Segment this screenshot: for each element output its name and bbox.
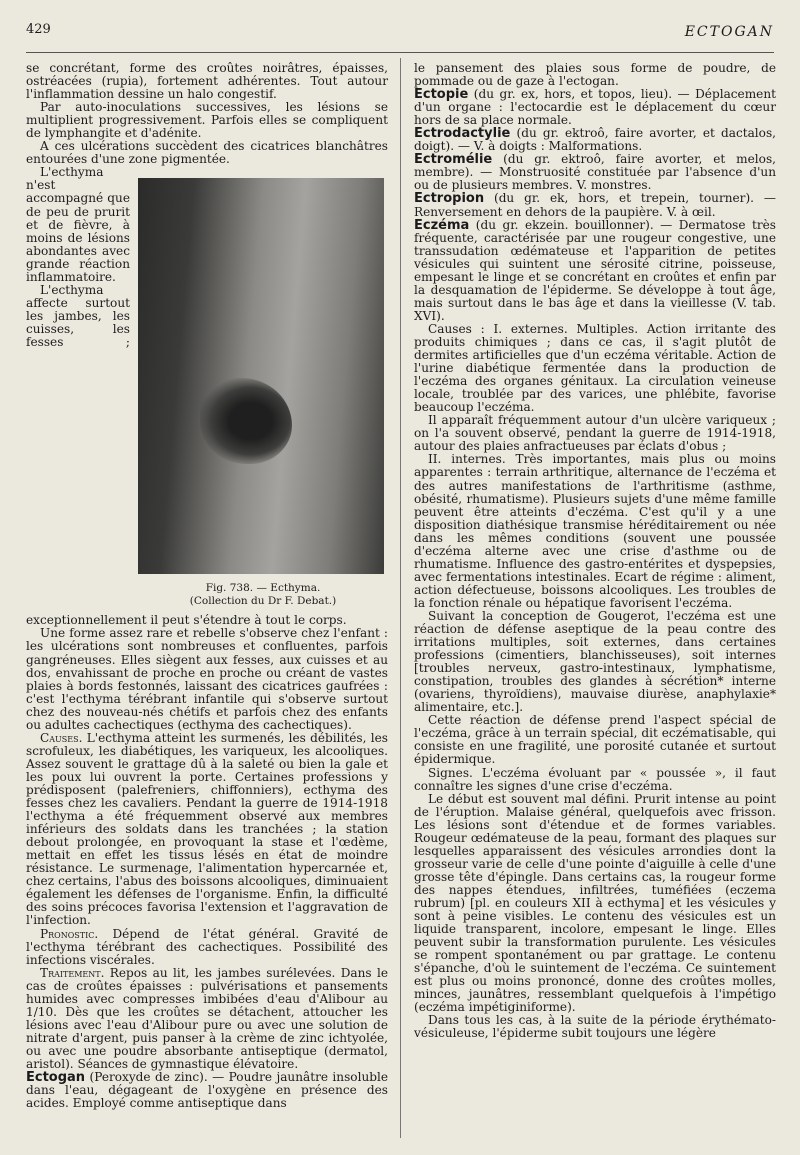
- paragraph: Causes : I. externes. Multiples. Action irritante des produits chimiques ; dans ce cas, il s'agit plutôt de dermites artificielles que d'un eczéma véritable. Action de l'urine diabétique fermentée dans la production de l'eczéma des organes génitaux. La circulation veineuse locale, troublée par des varices, une phlébite, favorise beaucoup l'eczéma.: [414, 321, 776, 415]
- entry-text: (du gr. ex, hors, et topos, lieu). — Déplacement d'un organe : l'ectocardie est le déplacement du cœur hors de sa place normale.: [414, 87, 776, 128]
- entry-eczema: [414, 219, 776, 323]
- paragraph: L'ecthyma n'est accompagné que de peu de prurit et de fièvre, à moins de lésions abondantes avec grande réaction inflammatoire.: [26, 165, 130, 284]
- pronostic-label: Pronostic.: [40, 926, 99, 941]
- lesion-shape: [200, 378, 292, 464]
- entry-headword: Ectopie: [414, 87, 469, 103]
- left-column: [26, 62, 388, 1110]
- paragraph: Une forme assez rare et rebelle s'observe chez l'enfant : les ulcérations sont nombreuses et confluentes, parfois gangréneuses. Elles siègent aux fesses, aux cuisses et au dos, envahissant de proche en proche ou créant de vastes plaies à bords festonnés, laissant des cicatrices gaufrées : c'est l'ecthyma térébrant infantile qui s'observe surtout chez des nouveau-nés chétifs et parfois chez des enfants ou adultes cachectiques (ecthyma des cachectiques).: [26, 626, 388, 732]
- figure-caption-title: Fig. 738. — Ecthyma.: [205, 582, 321, 595]
- ecthyma-photo: [138, 178, 384, 574]
- paragraph: Le début est souvent mal défini. Prurit intense au point de l'éruption. Malaise général, quelquefois avec frisson. Les lésions sont d'étendue et de formes variables. Rougeur œdémateuse de la peau, formant des plaques sur lesquelles apparaissent des vésicules arrondies dont la grosseur varie de celle d'une pointe d'aiguille à celle d'une grosse tête d'épingle. Dans certains cas, la rougeur forme des nappes étendues, infiltrées, tuméfiées (eczema rubrum) [pl. en couleurs XII à ecthyma] et les vésicules y sont à peine visibles. Le contenu des vésicules est un liquide transparent, incolore, empesant le linge. Elles peuvent subir la transformation purulente. Les vésicules se rompent spontanément ou par grattage. Le contenu s'épanche, d'où le suintement de l'eczéma. Ce suintement est plus ou moins prononcé, donne des croûtes molles, minces, jaunâtres, ressemblant quelquefois à l'impétigo (eczéma impétiginiforme).: [414, 791, 776, 1015]
- causes-label: Causes.: [40, 730, 83, 745]
- paragraph: Suivant la conception de Gougerot, l'eczéma est une réaction de défense aseptique de la peau contre des irritations multiples, soit externes, dans certaines professions (cimentiers, blanchisseuses), soit internes [troubles nerveux, gastro-intestinaux, lymphatisme, constipation, troubles des glandes à sécrétion* interne (ovariens, thyroïdiens), mauvaise diurèse, anaphylaxie* alimentaire, etc.].: [414, 608, 776, 715]
- paragraph: se concrétant, forme des croûtes noirâtres, épaisses, ostréacées (rupia), fortement adhérentes. Tout autour l'inflammation dessine un halo congestif.: [26, 61, 388, 102]
- entry-text: (du gr. ektroô, faire avorter, et dactalos, doigt). — V. à doigts : Malformations.: [414, 126, 776, 154]
- entry-text: (du gr. ek, hors, et trepein, tourner). — Renversement en dehors de la paupière. V. à œil.: [414, 191, 776, 219]
- paragraph: Signes. L'eczéma évoluant par « poussée », il faut connaître les signes d'une crise d'eczéma.: [414, 765, 776, 793]
- right-column: [414, 62, 776, 1041]
- entry-headword: Ectromélie: [414, 152, 493, 168]
- column-divider: [400, 58, 401, 1138]
- figure-738: [138, 178, 388, 608]
- paragraph-pronostic: [26, 928, 388, 967]
- causes-text: L'ecthyma atteint les surmenés, les débilités, les scrofuleux, les diabétiques, les variqueux, les alcooliques. Assez souvent le grattage dû à la saleté ou bien la gale et les poux lui ouvrent la porte. Certaines professions y prédisposent (palefreniers, chiffonniers), ecthyma des fesses chez les cavaliers. Pendant la guerre de 1914-1918 l'ecthyma a été fréquemment observé aux membres inférieurs des soldats dans les tranchées ; la station debout prolongée, en provoquant la stase et l'œdème, mettait en effet les tissus lésés en état de moindre résistance. Le surmenage, l'alimentation hypercarnée et, chez certains, l'abus des boissons alcooliques, diminuaient également les défenses de l'organisme. Enfin, la difficulté des soins précoces favorisa l'extension et l'aggravation de l'infection.: [26, 730, 388, 928]
- figure-caption: [138, 582, 388, 608]
- entry-text: (du gr. ektroô, faire avorter, et melos, membre). — Monstruosité constituée par l'absence d'un ou de plusieurs membres. V. monstres.: [414, 152, 776, 193]
- paragraph-causes: [26, 732, 388, 928]
- entry-ectropion: [414, 192, 776, 218]
- paragraph: Dans tous les cas, à la suite de la période érythémato-vésiculeuse, l'épiderme subit toujours une légère: [414, 1013, 776, 1041]
- figure-credit: (Collection du Dr F. Debat.): [189, 595, 337, 608]
- page-number: 429: [26, 22, 51, 37]
- paragraph: Il apparaît fréquemment autour d'un ulcère variqueux ; on l'a souvent observé, pendant la guerre de 1914-1918, autour des plaies anfractueuses par éclats d'obus ;: [414, 413, 776, 454]
- entry-ectromelie: [414, 153, 776, 192]
- paragraph: A ces ulcérations succèdent des cicatrices blanchâtres entourées d'une zone pigmentée.: [26, 139, 388, 167]
- entry-headword: Ectrodactylie: [414, 126, 511, 142]
- paragraph: Par auto-inoculations successives, les lésions se multiplient progressivement. Parfois elles se compliquent de lymphangite et d'adénite.: [26, 100, 388, 141]
- traitement-text: Repos au lit, les jambes surélevées. Dans le cas de croûtes épaisses : pulvérisations et pansements humides avec compresses imbibées d'eau d'Alibour au 1/10. Dès que les croûtes se détachent, attoucher les lésions avec l'eau d'Alibour pure ou avec une solution de nitrate d'argent, puis panser à la crème de zinc ichtyolée, ou avec une poudre absorbante antiseptique (dermatol, aristol). Séances de gymnastique élévatoire.: [26, 965, 388, 1071]
- paragraph: L'ecthyma affecte surtout les jambes, les cuisses, les fesses ; exceptionnellement il peut s'étendre à tout le corps.: [26, 282, 347, 628]
- paragraph: Cette réaction de défense prend l'aspect spécial de l'eczéma, grâce à un terrain spécial, dit eczématisable, qui consiste en une fragilité, une porosité cutanée et surtout épidermique.: [414, 713, 776, 767]
- entry-headword: Ectogan: [26, 1070, 86, 1086]
- entry-ectopie: [414, 88, 776, 127]
- traitement-label: Traitement.: [40, 965, 105, 980]
- paragraph: II. internes. Très importantes, mais plus ou moins apparentes : terrain arthritique, alternance de l'eczéma et des autres manifestations de l'arthritisme (asthme, obésité, rhumatisme). Plusieurs sujets d'une même famille peuvent être atteints d'eczéma. C'est qu'il y a une disposition diathésique transmise héréditairement ou née dans les mêmes conditions (souvent une poussée d'eczéma alterne avec une crise d'asthme ou de rhumatisme. Influence des gastro-entérites et dyspepsies, avec fermentations intestinales. Ecart de régime : aliment, action défectueuse, boissons alcooliques. Les troubles de la fonction rénale ou hépatique favorisent l'eczéma.: [414, 452, 776, 610]
- entry-headword: Eczéma: [414, 217, 470, 233]
- entry-text: (du gr. ekzein. bouillonner). — Dermatose très fréquente, caractérisée par une rougeur congestive, une transsudation œdémateuse et l'apparition de petites vésicules qui suintent une sérosité citrine, poisseuse, empesant le linge et se concrétant en croûtes et enfin par la desquamation de l'épiderme. Se développe à tout âge, mais surtout dans le bas âge et dans la vieillesse (V. tab. XVI).: [414, 217, 776, 323]
- entry-headword: Ectropion: [414, 191, 485, 207]
- entry-ectrodactylie: [414, 127, 776, 153]
- entry-ectogan: [26, 1071, 388, 1110]
- entry-text: (Peroxyde de zinc). — Poudre jaunâtre insoluble dans l'eau, dégageant de l'oxygène en présence des acides. Employé comme antiseptique dans: [26, 1070, 388, 1111]
- pronostic-text: Dépend de l'état général. Gravité de l'ecthyma térébrant des cachectiques. Possibilité des infections viscérales.: [26, 926, 388, 967]
- paragraph: le pansement des plaies sous forme de poudre, de pommade ou de gaze à l'ectogan.: [414, 61, 776, 89]
- running-title: ECTOGAN: [684, 24, 774, 40]
- page-header: [26, 22, 774, 53]
- paragraph-traitement: [26, 967, 388, 1071]
